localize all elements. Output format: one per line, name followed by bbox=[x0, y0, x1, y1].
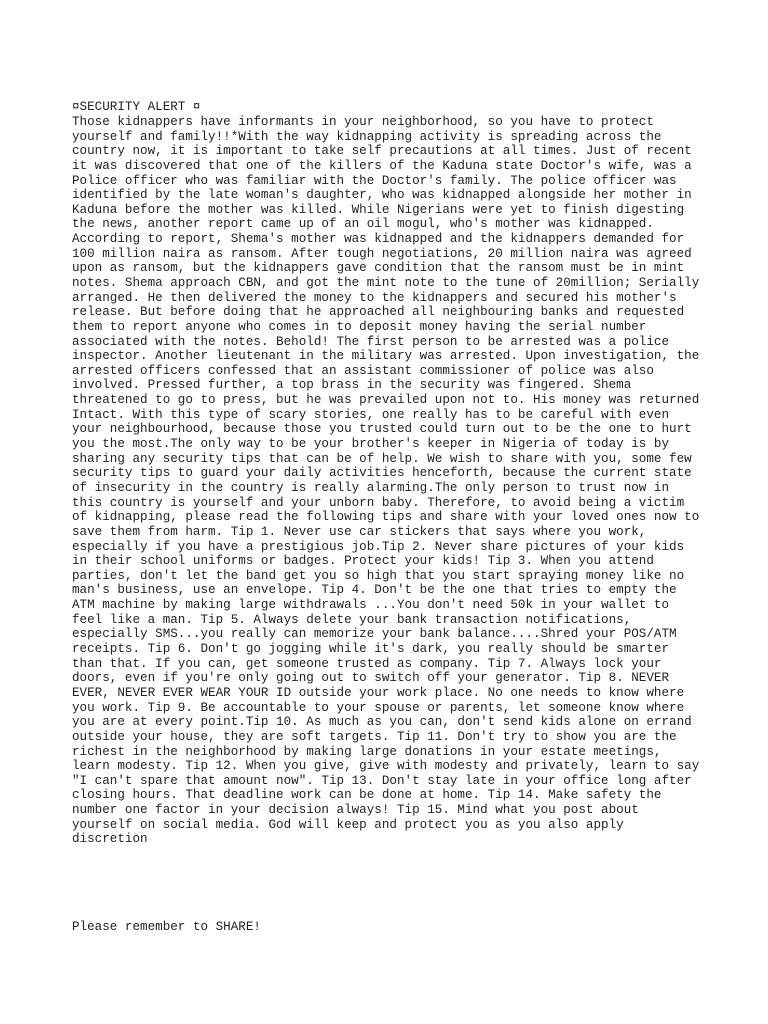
text-line: learn modesty. Tip 12. When you give, give with modesty and privately, learn to say bbox=[72, 759, 700, 774]
text-line: identified by the late woman's daughter, who was kidnapped alongside her mother in bbox=[72, 188, 692, 203]
text-line: yourself and family!!*With the way kidnapping activity is spreading across the bbox=[72, 129, 662, 144]
text-line: you are at every point.Tip 10. As much as you can, don't send kids alone on errand bbox=[72, 715, 692, 730]
text-line: associated with the notes. Behold! The first person to be arrested was a police bbox=[72, 334, 670, 349]
text-line: threatened to go to press, but he was prevailed upon not to. His money was returned bbox=[72, 393, 700, 408]
text-line: notes. Shema approach CBN, and got the mint note to the tune of 20million; Serially bbox=[72, 276, 700, 290]
text-line: in their school uniforms or badges. Protect your kids! Tip 3. When you attend bbox=[72, 554, 654, 569]
text-line: receipts. Tip 6. Don't go jogging while it's dark, you really should be smarter bbox=[72, 642, 670, 657]
text-line: especially SMS...you really can memorize your bank balance....Shred your POS/ATM bbox=[72, 627, 677, 642]
paragraph-gap bbox=[72, 876, 712, 891]
text-line: upon as ransom, but the kidnappers gave condition that the ransom must be in mint bbox=[72, 261, 685, 276]
text-line: especially if you have a prestigious job.Tip 2. Never share pictures of your kids bbox=[72, 539, 685, 554]
text-line: than that. If you can, get someone trusted as company. Tip 7. Always lock your bbox=[72, 656, 662, 671]
text-line: the news, another report came up of an oil mogul, who's mother was kidnapped. bbox=[72, 217, 654, 232]
text-line: ATM machine by making large withdrawals ...You don't need 50k in your wallet to bbox=[72, 598, 670, 613]
text-line: closing hours. That deadline work can be done at home. Tip 14. Make safety the bbox=[72, 788, 662, 803]
text-line: of insecurity in the country is really alarming.The only person to trust now in bbox=[72, 480, 670, 495]
text-line: inspector. Another lieutenant in the military was arrested. Upon investigation, the bbox=[72, 349, 700, 364]
text-line: EVER, NEVER EVER WEAR YOUR ID outside your work place. No one needs to know where bbox=[72, 685, 685, 700]
text-line: of kidnapping, please read the following tips and share with your loved ones now to bbox=[72, 510, 700, 525]
text-line: parties, don't let the band get you so high that you start spraying money like no bbox=[72, 568, 685, 583]
text-line: save them from harm. Tip 1. Never use car stickers that says where you work, bbox=[72, 524, 647, 539]
text-line: it was discovered that one of the killers of the Kaduna state Doctor's wife, was a bbox=[72, 158, 692, 173]
text-line: discretion bbox=[72, 832, 148, 847]
text-line: "I can't spare that amount now". Tip 13. Don't stay late in your office long after bbox=[72, 773, 692, 788]
alert-heading: ¤SECURITY ALERT ¤ bbox=[72, 100, 201, 115]
text-line: release. But before doing that he approached all neighbouring banks and requested bbox=[72, 305, 685, 320]
text-line: security tips to guard your daily activities henceforth, because the current state bbox=[72, 466, 692, 481]
text-line: outside your house, they are soft targets. Tip 11. Don't try to show you are the bbox=[72, 729, 677, 744]
text-line: you the most.The only way to be your brother's keeper in Nigeria of today is by bbox=[72, 437, 670, 452]
text-line: Kaduna before the mother was killed. While Nigerians were yet to finish digesting bbox=[72, 202, 685, 217]
text-line: this country is yourself and your unborn baby. Therefore, to avoid being a victim bbox=[72, 495, 685, 510]
text-line: country now, it is important to take self precautions at all times. Just of recent bbox=[72, 144, 692, 159]
text-line: man's business, use an envelope. Tip 4. Don't be the one that tries to empty the bbox=[72, 583, 677, 598]
text-line: Police officer who was familiar with the Doctor's family. The police officer was bbox=[72, 173, 677, 188]
closing-line: Please remember to SHARE! bbox=[72, 920, 261, 935]
text-line: yourself on social media. God will keep and protect you as you also apply bbox=[72, 817, 624, 832]
text-line: richest in the neighborhood by making large donations in your estate meetings, bbox=[72, 744, 662, 759]
text-line: According to report, Shema's mother was kidnapped and the kidnappers demanded for bbox=[72, 232, 685, 247]
text-line: number one factor in your decision always! Tip 15. Mind what you post about bbox=[72, 803, 639, 818]
text-line: doors, even if you're only going out to switch off your generator. Tip 8. NEVER bbox=[72, 671, 670, 686]
text-line: 100 million naira as ransom. After tough negotiations, 20 million naira was agreed bbox=[72, 246, 692, 261]
text-line: sharing any security tips that can be of help. We wish to share with you, some few bbox=[72, 451, 692, 466]
document-body bbox=[72, 71, 712, 950]
text-line: involved. Pressed further, a top brass in the security was fingered. Shema bbox=[72, 378, 632, 393]
text-line: your neighbourhood, because those you trusted could turn out to be the one to hurt bbox=[72, 422, 692, 437]
text-line: you work. Tip 9. Be accountable to your spouse or parents, let someone know where bbox=[72, 700, 685, 715]
text-line: them to report anyone who comes in to deposit money having the serial number bbox=[72, 319, 647, 334]
text-line: arranged. He then delivered the money to the kidnappers and secured his mother's bbox=[72, 290, 677, 305]
text-line: Those kidnappers have informants in your neighborhood, so you have to protect bbox=[72, 114, 654, 129]
article-text bbox=[72, 100, 712, 847]
text-line: Intact. With this type of scary stories, one really has to be careful with even bbox=[72, 407, 670, 422]
text-line: feel like a man. Tip 5. Always delete your bank transaction notifications, bbox=[72, 612, 632, 627]
text-line: arrested officers confessed that an assistant commissioner of police was also bbox=[72, 363, 654, 378]
